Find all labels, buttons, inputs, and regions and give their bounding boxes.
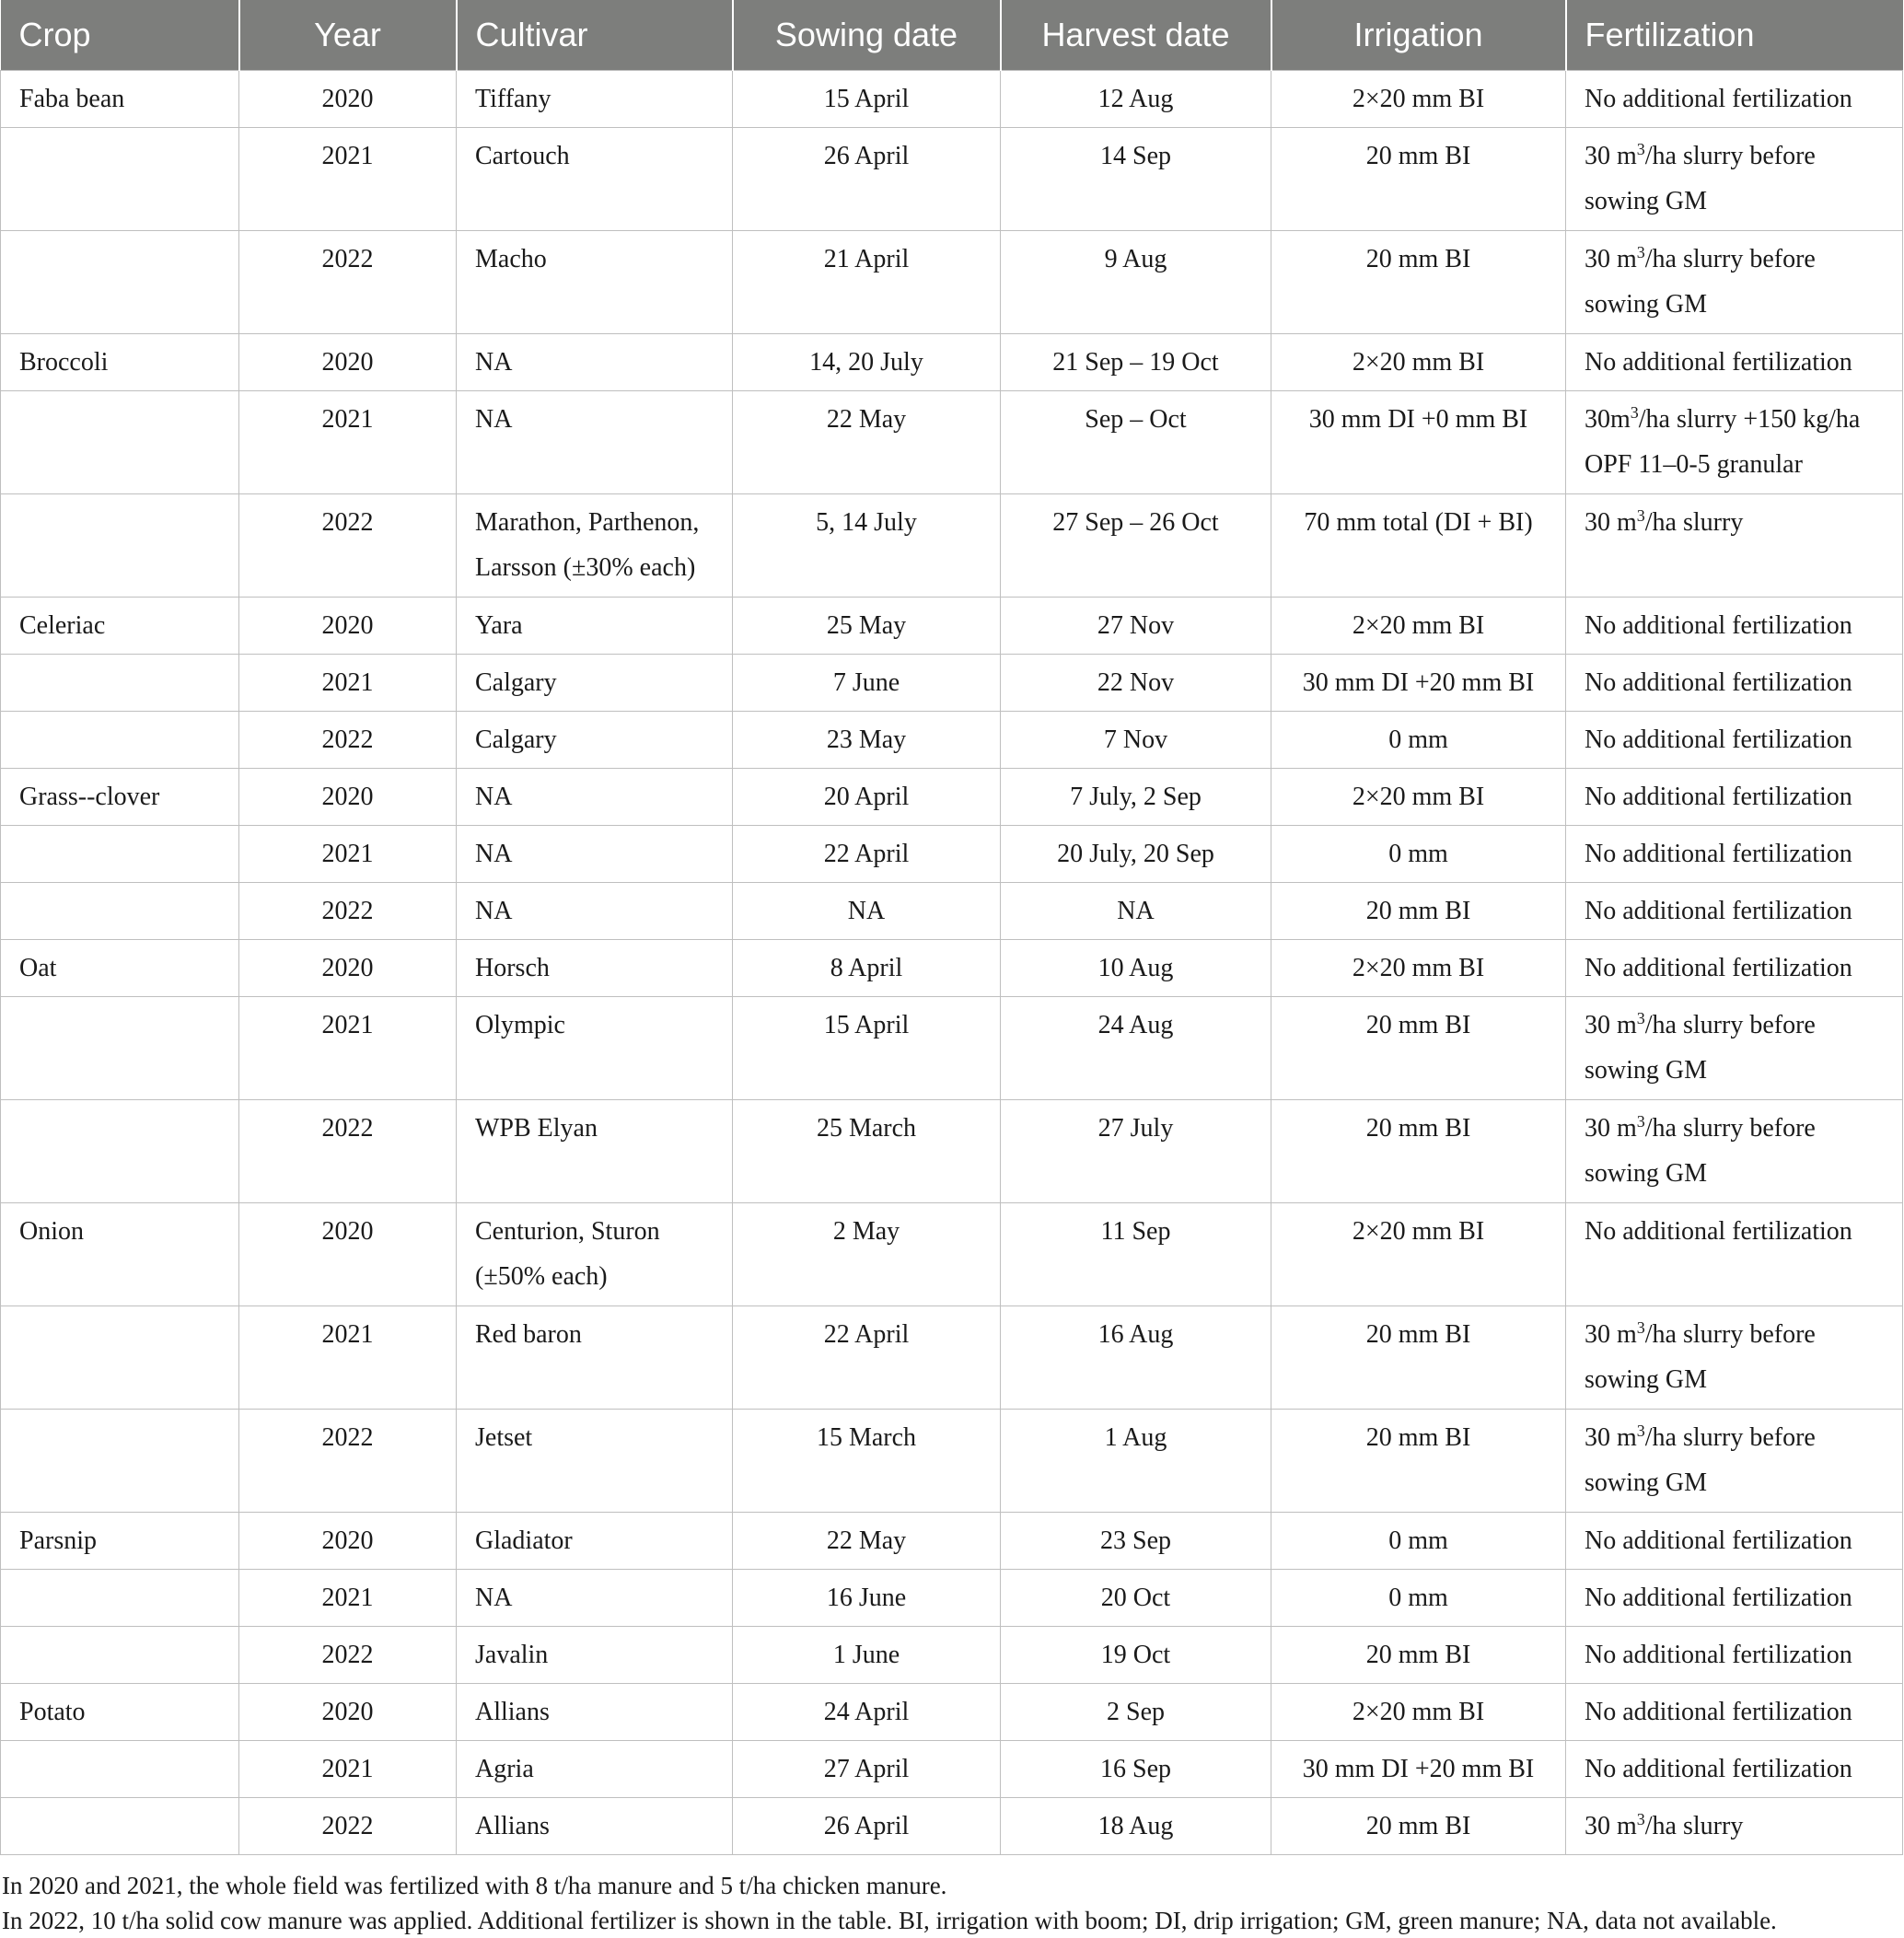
cell-cultivar: Centurion, Sturon (±50% each) <box>457 1203 733 1306</box>
table-row <box>1 1306 1903 1410</box>
cell-harvest-date: 12 Aug <box>1001 71 1271 128</box>
cell-cultivar: Horsch <box>457 940 733 997</box>
cell-year: 2022 <box>239 231 457 334</box>
cell-cultivar: NA <box>457 826 733 883</box>
cell-sowing-date: 8 April <box>733 940 1001 997</box>
table-row <box>1 826 1903 883</box>
cell-year: 2021 <box>239 826 457 883</box>
cell-cultivar: Allians <box>457 1798 733 1855</box>
cell-harvest-date: 9 Aug <box>1001 231 1271 334</box>
cell-harvest-date: 24 Aug <box>1001 997 1271 1100</box>
cell-sowing-date: 22 April <box>733 1306 1001 1410</box>
cell-fertilization: No additional fertilization <box>1566 598 1903 655</box>
cell-fertilization: 30 $m^3/ha$ slurry before sowing GM <box>1566 1306 1903 1410</box>
cell-cultivar: NA <box>457 883 733 940</box>
cell-sowing-date: 22 May <box>733 1513 1001 1570</box>
cell-sowing-date: 2 May <box>733 1203 1001 1306</box>
cell-irrigation: 20 mm BI <box>1271 997 1566 1100</box>
cell-irrigation: 2×20 mm BI <box>1271 71 1566 128</box>
cell-irrigation: 20 mm BI <box>1271 883 1566 940</box>
table-row <box>1 883 1903 940</box>
table-row <box>1 1798 1903 1855</box>
cell-fertilization: 30 $m^3/ha$ slurry <box>1566 1798 1903 1855</box>
cell-fertilization: No additional fertilization <box>1566 334 1903 391</box>
cell-cultivar: Macho <box>457 231 733 334</box>
cell-irrigation: 30 mm DI +20 mm BI <box>1271 1741 1566 1798</box>
cell-sowing-date: 26 April <box>733 1798 1001 1855</box>
cell-irrigation: 0 mm <box>1271 1513 1566 1570</box>
cell-cultivar: NA <box>457 391 733 494</box>
cell-cultivar: NA <box>457 1570 733 1627</box>
cell-sowing-date: 16 June <box>733 1570 1001 1627</box>
cell-crop <box>1 655 239 712</box>
cell-sowing-date: 15 April <box>733 71 1001 128</box>
cell-harvest-date: NA <box>1001 883 1271 940</box>
cell-crop: Celeriac <box>1 598 239 655</box>
cell-year: 2020 <box>239 940 457 997</box>
cell-cultivar: Yara <box>457 598 733 655</box>
col-header-year: Year <box>239 0 457 71</box>
cell-fertilization: No additional fertilization <box>1566 940 1903 997</box>
cell-irrigation: 2×20 mm BI <box>1271 334 1566 391</box>
cell-year: 2020 <box>239 1203 457 1306</box>
cell-crop <box>1 1410 239 1513</box>
cell-fertilization: No additional fertilization <box>1566 712 1903 769</box>
cell-cultivar: Olympic <box>457 997 733 1100</box>
cell-year: 2020 <box>239 1513 457 1570</box>
cell-fertilization: No additional fertilization <box>1566 655 1903 712</box>
cell-fertilization: No additional fertilization <box>1566 1741 1903 1798</box>
cell-crop <box>1 1798 239 1855</box>
cell-sowing-date: 15 April <box>733 997 1001 1100</box>
cell-harvest-date: 23 Sep <box>1001 1513 1271 1570</box>
cell-fertilization: 30 $m^3/ha$ slurry before sowing GM <box>1566 1410 1903 1513</box>
cell-sowing-date: 21 April <box>733 231 1001 334</box>
cell-year: 2022 <box>239 1410 457 1513</box>
cell-year: 2022 <box>239 494 457 598</box>
cell-crop: Grass--clover <box>1 769 239 826</box>
cell-sowing-date: 23 May <box>733 712 1001 769</box>
cell-year: 2020 <box>239 71 457 128</box>
cell-harvest-date: 20 July, 20 Sep <box>1001 826 1271 883</box>
table-row <box>1 940 1903 997</box>
cell-crop <box>1 1741 239 1798</box>
cell-harvest-date: 1 Aug <box>1001 1410 1271 1513</box>
cell-fertilization: No additional fertilization <box>1566 1627 1903 1684</box>
cell-crop <box>1 826 239 883</box>
cell-sowing-date: 27 April <box>733 1741 1001 1798</box>
cell-harvest-date: 20 Oct <box>1001 1570 1271 1627</box>
cell-irrigation: 2×20 mm BI <box>1271 598 1566 655</box>
cell-sowing-date: 25 May <box>733 598 1001 655</box>
cell-sowing-date: 1 June <box>733 1627 1001 1684</box>
cell-sowing-date: 14, 20 July <box>733 334 1001 391</box>
cell-year: 2020 <box>239 598 457 655</box>
cell-harvest-date: Sep – Oct <box>1001 391 1271 494</box>
cell-cultivar: Javalin <box>457 1627 733 1684</box>
cell-fertilization: No additional fertilization <box>1566 1203 1903 1306</box>
col-header-irrigation: Irrigation <box>1271 0 1566 71</box>
col-header-crop: Crop <box>1 0 239 71</box>
table-row <box>1 1100 1903 1203</box>
cell-cultivar: Agria <box>457 1741 733 1798</box>
cell-harvest-date: 27 July <box>1001 1100 1271 1203</box>
cell-fertilization: 30 $m^3/ha$ slurry before sowing GM <box>1566 997 1903 1100</box>
table-body <box>1 71 1903 1855</box>
cell-sowing-date: 24 April <box>733 1684 1001 1741</box>
cell-fertilization: No additional fertilization <box>1566 1570 1903 1627</box>
cell-harvest-date: 22 Nov <box>1001 655 1271 712</box>
cell-year: 2021 <box>239 1570 457 1627</box>
cell-year: 2021 <box>239 997 457 1100</box>
cell-crop: Broccoli <box>1 334 239 391</box>
cell-fertilization: $30m^3/ha$ slurry +150 kg/ha OPF 11–0-5 granular <box>1566 391 1903 494</box>
cell-crop <box>1 494 239 598</box>
cell-fertilization: No additional fertilization <box>1566 769 1903 826</box>
cell-crop: Parsnip <box>1 1513 239 1570</box>
cell-fertilization: No additional fertilization <box>1566 1684 1903 1741</box>
cell-crop <box>1 128 239 231</box>
cell-crop <box>1 1306 239 1410</box>
cell-cultivar: NA <box>457 769 733 826</box>
cell-sowing-date: 15 March <box>733 1410 1001 1513</box>
table-row <box>1 997 1903 1100</box>
cell-crop: Faba bean <box>1 71 239 128</box>
cell-fertilization: 30 $m^3/ha$ slurry before sowing GM <box>1566 231 1903 334</box>
cell-irrigation: 30 mm DI +20 mm BI <box>1271 655 1566 712</box>
cell-harvest-date: 21 Sep – 19 Oct <box>1001 334 1271 391</box>
cell-irrigation: 30 mm DI +0 mm BI <box>1271 391 1566 494</box>
cell-irrigation: 0 mm <box>1271 712 1566 769</box>
cell-cultivar: Marathon, Parthenon, Larsson (±30% each) <box>457 494 733 598</box>
cell-crop: Potato <box>1 1684 239 1741</box>
cell-fertilization: 30 $m^3/ha$ slurry <box>1566 494 1903 598</box>
footnote-2: In 2022, 10 t/ha solid cow manure was applied. Additional fertilizer is shown in the table. BI, irrigation with boom; DI, drip irrigation; GM, green manure; NA, data not available. <box>2 1907 1777 1934</box>
cell-crop <box>1 1627 239 1684</box>
cell-fertilization: No additional fertilization <box>1566 1513 1903 1570</box>
col-header-harvest-date: Harvest date <box>1001 0 1271 71</box>
cell-harvest-date: 10 Aug <box>1001 940 1271 997</box>
cell-year: 2022 <box>239 1798 457 1855</box>
cell-crop <box>1 1570 239 1627</box>
cell-year: 2022 <box>239 1100 457 1203</box>
cell-irrigation: 2×20 mm BI <box>1271 1203 1566 1306</box>
cell-year: 2022 <box>239 883 457 940</box>
table-row <box>1 1513 1903 1570</box>
table-row <box>1 1410 1903 1513</box>
cell-crop: Onion <box>1 1203 239 1306</box>
col-header-cultivar: Cultivar <box>457 0 733 71</box>
table-row <box>1 128 1903 231</box>
cell-fertilization: No additional fertilization <box>1566 883 1903 940</box>
cell-harvest-date: 7 July, 2 Sep <box>1001 769 1271 826</box>
cell-harvest-date: 2 Sep <box>1001 1684 1271 1741</box>
table-row <box>1 712 1903 769</box>
cell-year: 2022 <box>239 712 457 769</box>
cell-cultivar: Gladiator <box>457 1513 733 1570</box>
cell-irrigation: 70 mm total (DI + BI) <box>1271 494 1566 598</box>
cell-year: 2021 <box>239 128 457 231</box>
cell-crop <box>1 997 239 1100</box>
col-header-sowing-date: Sowing date <box>733 0 1001 71</box>
cell-irrigation: 2×20 mm BI <box>1271 940 1566 997</box>
cell-sowing-date: 20 April <box>733 769 1001 826</box>
cell-irrigation: 20 mm BI <box>1271 1410 1566 1513</box>
cell-irrigation: 20 mm BI <box>1271 1798 1566 1855</box>
cell-irrigation: 0 mm <box>1271 826 1566 883</box>
cell-irrigation: 0 mm <box>1271 1570 1566 1627</box>
cell-cultivar: Calgary <box>457 655 733 712</box>
table-row <box>1 1627 1903 1684</box>
cell-cultivar: Allians <box>457 1684 733 1741</box>
cell-year: 2022 <box>239 1627 457 1684</box>
cell-irrigation: 20 mm BI <box>1271 1306 1566 1410</box>
cell-crop <box>1 712 239 769</box>
table-row <box>1 1684 1903 1741</box>
col-header-fertilization: Fertilization <box>1566 0 1903 71</box>
cell-harvest-date: 14 Sep <box>1001 128 1271 231</box>
cell-cultivar: Tiffany <box>457 71 733 128</box>
cell-sowing-date: 22 April <box>733 826 1001 883</box>
table-row <box>1 769 1903 826</box>
cell-harvest-date: 7 Nov <box>1001 712 1271 769</box>
table-row <box>1 71 1903 128</box>
cell-cultivar: Red baron <box>457 1306 733 1410</box>
cell-cultivar: Jetset <box>457 1410 733 1513</box>
cell-crop: Oat <box>1 940 239 997</box>
cell-fertilization: 30 $m^3/ha$ slurry before sowing GM <box>1566 1100 1903 1203</box>
cell-cultivar: Calgary <box>457 712 733 769</box>
cell-year: 2021 <box>239 655 457 712</box>
cell-year: 2021 <box>239 391 457 494</box>
table-row <box>1 655 1903 712</box>
cell-sowing-date: 7 June <box>733 655 1001 712</box>
cell-cultivar: WPB Elyan <box>457 1100 733 1203</box>
cell-sowing-date: 25 March <box>733 1100 1001 1203</box>
cell-crop <box>1 883 239 940</box>
cell-sowing-date: 26 April <box>733 128 1001 231</box>
cell-sowing-date: 5, 14 July <box>733 494 1001 598</box>
cell-year: 2020 <box>239 334 457 391</box>
cell-fertilization: No additional fertilization <box>1566 71 1903 128</box>
table-row <box>1 1570 1903 1627</box>
cell-irrigation: 20 mm BI <box>1271 1100 1566 1203</box>
cell-year: 2020 <box>239 769 457 826</box>
cell-harvest-date: 27 Sep – 26 Oct <box>1001 494 1271 598</box>
cell-sowing-date: NA <box>733 883 1001 940</box>
cell-year: 2020 <box>239 1684 457 1741</box>
cell-irrigation: 20 mm BI <box>1271 1627 1566 1684</box>
footnote-1: In 2020 and 2021, the whole field was fertilized with 8 t/ha manure and 5 t/ha chicken manure. <box>2 1872 947 1899</box>
cell-cultivar: Cartouch <box>457 128 733 231</box>
table-row <box>1 1741 1903 1798</box>
table-row <box>1 231 1903 334</box>
cell-harvest-date: 18 Aug <box>1001 1798 1271 1855</box>
cell-irrigation: 20 mm BI <box>1271 231 1566 334</box>
cell-crop <box>1 231 239 334</box>
cell-fertilization: No additional fertilization <box>1566 826 1903 883</box>
cell-harvest-date: 27 Nov <box>1001 598 1271 655</box>
cell-harvest-date: 16 Sep <box>1001 1741 1271 1798</box>
table-row <box>1 334 1903 391</box>
cell-crop <box>1 391 239 494</box>
cell-crop <box>1 1100 239 1203</box>
cell-harvest-date: 16 Aug <box>1001 1306 1271 1410</box>
table-header-row <box>1 0 1903 71</box>
cell-irrigation: 2×20 mm BI <box>1271 1684 1566 1741</box>
cell-irrigation: 20 mm BI <box>1271 128 1566 231</box>
cell-harvest-date: 11 Sep <box>1001 1203 1271 1306</box>
cell-irrigation: 2×20 mm BI <box>1271 769 1566 826</box>
table-row <box>1 494 1903 598</box>
table-row <box>1 598 1903 655</box>
cell-year: 2021 <box>239 1306 457 1410</box>
table-row <box>1 391 1903 494</box>
table-row <box>1 1203 1903 1306</box>
cell-cultivar: NA <box>457 334 733 391</box>
cell-fertilization: 30 $m^3/ha$ slurry before sowing GM <box>1566 128 1903 231</box>
cell-sowing-date: 22 May <box>733 391 1001 494</box>
cell-year: 2021 <box>239 1741 457 1798</box>
cell-harvest-date: 19 Oct <box>1001 1627 1271 1684</box>
